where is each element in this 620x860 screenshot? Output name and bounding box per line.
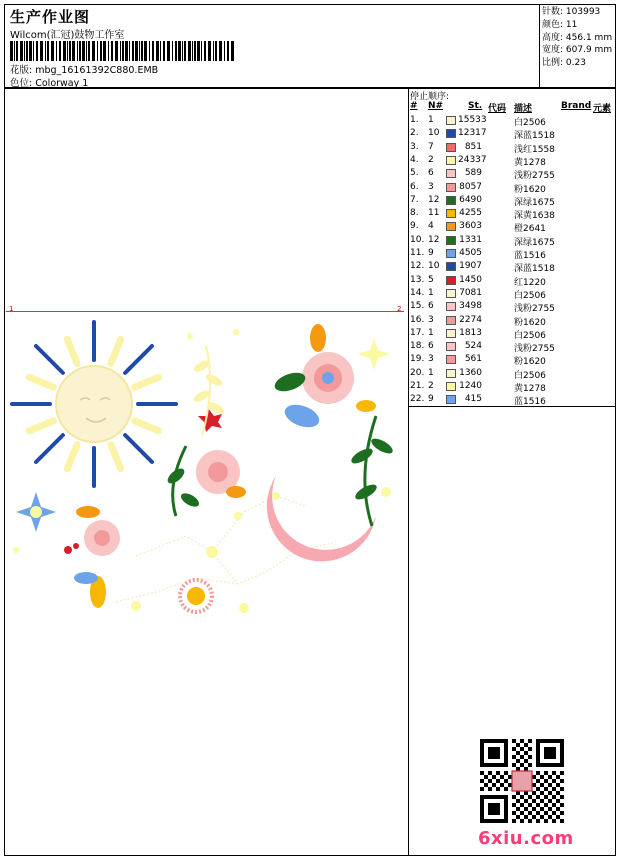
row-seq: 4. xyxy=(410,154,419,165)
embroidery-design-preview xyxy=(6,316,404,632)
color-swatch xyxy=(446,395,456,404)
table-row xyxy=(410,128,610,141)
row-description: 白2506 xyxy=(514,118,546,128)
row-needle: 5 xyxy=(428,274,434,285)
row-seq: 17. xyxy=(410,327,425,338)
marker-right: 2 xyxy=(397,305,402,313)
row-stitches: 3498 xyxy=(459,301,482,312)
row-stitches: 561 xyxy=(464,354,482,365)
table-row xyxy=(410,328,610,341)
company-name: Wilcom(汇冠)鼓物工作室 xyxy=(10,30,125,41)
stats-panel xyxy=(540,4,616,88)
row-stitches: 1331 xyxy=(459,234,482,245)
row-seq: 3. xyxy=(410,141,419,152)
color-swatch xyxy=(446,382,456,391)
sun-ray xyxy=(67,445,77,469)
color-swatch xyxy=(446,143,456,152)
row-needle: 1 xyxy=(428,287,434,298)
row-description: 浅粉2755 xyxy=(514,304,555,315)
design-label: 花版: xyxy=(10,65,33,76)
stat-scale: 比例: 0.23 xyxy=(542,58,586,69)
color-swatch xyxy=(446,316,456,325)
row-seq: 15. xyxy=(410,301,425,312)
sun-ray xyxy=(135,421,159,431)
color-swatch xyxy=(446,289,456,298)
sun-ray xyxy=(36,346,63,373)
color-swatch xyxy=(446,249,456,258)
row-stitches: 8057 xyxy=(459,181,482,192)
row-stitches: 3603 xyxy=(459,221,482,232)
sun-ray xyxy=(29,377,53,387)
color-swatch xyxy=(446,342,456,351)
table-row xyxy=(410,341,610,354)
col-element: 元素 xyxy=(593,104,612,114)
colorway-line xyxy=(10,75,88,89)
row-description: 深黄1638 xyxy=(514,211,555,222)
row-stitches: 7081 xyxy=(459,287,482,298)
stat-width: 宽度: 607.9 mm xyxy=(542,45,613,56)
color-swatch xyxy=(446,262,456,271)
row-seq: 6. xyxy=(410,181,419,192)
row-seq: 8. xyxy=(410,208,419,219)
row-stitches: 15533 xyxy=(458,115,487,125)
row-seq: 22. xyxy=(410,394,425,405)
table-row xyxy=(410,155,610,168)
row-stitches: 1240 xyxy=(459,381,482,391)
row-description: 粉1620 xyxy=(514,184,546,195)
table-row xyxy=(410,208,610,221)
row-seq: 2. xyxy=(410,128,419,139)
hoop-guide-line xyxy=(6,311,404,312)
color-swatch xyxy=(446,183,456,192)
color-swatch xyxy=(446,355,456,364)
row-needle: 3 xyxy=(428,354,434,365)
row-description: 蓝1516 xyxy=(514,251,546,261)
row-description: 白2506 xyxy=(514,290,546,301)
row-description: 浅红1558 xyxy=(514,144,555,155)
row-description: 深绿1675 xyxy=(514,197,555,208)
leaf-sprig-right xyxy=(349,338,395,526)
row-seq: 14. xyxy=(410,287,425,298)
color-swatch xyxy=(446,236,456,245)
row-seq: 10. xyxy=(410,234,425,245)
sun-ray xyxy=(111,445,121,469)
sun-ray xyxy=(135,377,159,387)
col-code: 代码 xyxy=(488,104,507,114)
row-seq: 1. xyxy=(410,115,419,125)
sun-motif xyxy=(12,322,176,486)
row-needle: 12 xyxy=(428,234,440,245)
row-stitches: 24337 xyxy=(458,154,487,165)
watermark-logo: 6xiu.com xyxy=(478,828,574,849)
row-needle: 3 xyxy=(428,181,434,192)
colorway-value: Colorway 1 xyxy=(35,78,89,89)
row-needle: 10 xyxy=(428,128,440,139)
sun-ray xyxy=(125,435,152,462)
color-swatch xyxy=(446,222,456,231)
stat-height: 高度: 456.1 mm xyxy=(542,32,613,43)
row-description: 橙2641 xyxy=(514,224,546,235)
row-seq: 9. xyxy=(410,221,419,232)
row-stitches: 851 xyxy=(464,141,482,152)
row-stitches: 524 xyxy=(464,341,482,352)
row-description: 浅粉2755 xyxy=(514,171,555,182)
table-row xyxy=(410,221,610,234)
row-needle: 12 xyxy=(428,194,440,205)
row-description: 深蓝1518 xyxy=(514,264,555,275)
row-description: 白2506 xyxy=(514,370,546,381)
sun-ray xyxy=(67,339,77,363)
stat-colors: 颜色: 11 xyxy=(542,19,578,30)
table-row xyxy=(410,301,610,314)
col-n: N# xyxy=(428,101,444,111)
color-swatch xyxy=(446,156,456,165)
table-row xyxy=(410,168,610,181)
colorway-label: 色位: xyxy=(10,78,33,89)
sun-ray xyxy=(111,339,121,363)
row-stitches: 1360 xyxy=(459,367,482,378)
sun-ray xyxy=(125,346,152,373)
row-seq: 12. xyxy=(410,261,425,272)
row-description: 黄1278 xyxy=(514,157,546,168)
color-swatch xyxy=(446,209,456,218)
small-star-blue xyxy=(16,492,56,532)
table-row xyxy=(410,315,610,328)
row-needle: 10 xyxy=(428,261,440,272)
row-stitches: 6490 xyxy=(459,194,482,205)
peony-flower-top-right xyxy=(272,324,376,432)
row-stitches: 12317 xyxy=(458,128,487,139)
row-needle: 6 xyxy=(428,168,434,179)
design-line xyxy=(10,62,158,76)
stat-stitches: 针数: 103993 xyxy=(542,7,601,17)
row-needle: 11 xyxy=(428,208,440,219)
row-needle: 4 xyxy=(428,221,434,232)
row-seq: 13. xyxy=(410,274,425,285)
row-description: 深绿1675 xyxy=(514,237,555,248)
stop-sequence-title: 停止顺序: xyxy=(410,92,450,102)
color-swatch xyxy=(446,196,456,205)
table-row xyxy=(410,142,610,155)
starburst-sun-small xyxy=(180,580,212,612)
row-description: 黄1278 xyxy=(514,384,546,394)
color-swatch xyxy=(446,276,456,285)
row-seq: 19. xyxy=(410,354,425,365)
table-row xyxy=(410,115,610,128)
row-needle: 7 xyxy=(428,141,434,152)
col-brand: Brand xyxy=(561,101,592,111)
row-needle: 3 xyxy=(428,314,434,325)
row-needle: 9 xyxy=(428,248,434,258)
table-row xyxy=(410,261,610,274)
row-needle: 6 xyxy=(428,341,434,352)
row-needle: 1 xyxy=(428,367,434,378)
table-row xyxy=(410,381,610,394)
row-description: 粉1620 xyxy=(514,357,546,368)
row-seq: 21. xyxy=(410,381,425,391)
table-row xyxy=(410,275,610,288)
color-swatch xyxy=(446,302,456,311)
row-seq: 11. xyxy=(410,248,425,258)
page-title: 生产作业图 xyxy=(10,8,91,26)
header-divider xyxy=(4,88,616,89)
color-swatch xyxy=(446,129,456,138)
row-stitches: 589 xyxy=(464,168,482,179)
row-seq: 7. xyxy=(410,194,419,205)
row-description: 粉1620 xyxy=(514,317,546,328)
sun-ray xyxy=(36,435,63,462)
table-row xyxy=(410,195,610,208)
flower-bottom-left xyxy=(64,506,120,608)
table-row xyxy=(410,354,610,367)
design-filename: mbg_16161392C880.EMB xyxy=(35,65,159,76)
row-stitches: 4505 xyxy=(459,248,482,258)
row-needle: 6 xyxy=(428,301,434,312)
row-description: 白2506 xyxy=(514,330,546,341)
row-seq: 16. xyxy=(410,314,425,325)
row-description: 红1220 xyxy=(514,277,546,288)
table-row xyxy=(410,394,610,407)
row-seq: 20. xyxy=(410,367,425,378)
table-row xyxy=(410,368,610,381)
row-description: 浅粉2755 xyxy=(514,344,555,355)
row-needle: 1 xyxy=(428,115,434,125)
table-row xyxy=(410,288,610,301)
col-st: St. xyxy=(468,101,483,111)
color-swatch xyxy=(446,116,456,125)
color-swatch xyxy=(446,369,456,378)
col-seq: # xyxy=(410,101,418,111)
color-swatch xyxy=(446,169,456,178)
row-needle: 1 xyxy=(428,327,434,338)
qr-code xyxy=(480,739,564,823)
table-row xyxy=(410,248,610,261)
column-divider xyxy=(408,88,409,856)
col-desc: 描述 xyxy=(514,104,533,114)
barcode xyxy=(10,41,236,61)
color-swatch xyxy=(446,329,456,338)
row-stitches: 1907 xyxy=(459,261,482,272)
row-stitches: 1450 xyxy=(459,274,482,285)
row-stitches: 1813 xyxy=(459,327,482,338)
row-stitches: 4255 xyxy=(459,208,482,219)
row-stitches: 415 xyxy=(464,394,482,405)
row-needle: 2 xyxy=(428,154,434,165)
table-row xyxy=(410,182,610,195)
row-description: 蓝1516 xyxy=(514,397,546,408)
row-stitches: 2274 xyxy=(459,314,482,325)
row-description: 深蓝1518 xyxy=(514,131,555,142)
table-row xyxy=(410,235,610,248)
row-needle: 9 xyxy=(428,394,434,405)
marker-left: 1 xyxy=(9,305,14,313)
sun-ray xyxy=(29,421,53,431)
header-panel xyxy=(4,4,540,88)
row-needle: 2 xyxy=(428,381,434,391)
row-seq: 18. xyxy=(410,341,425,352)
row-seq: 5. xyxy=(410,168,419,179)
